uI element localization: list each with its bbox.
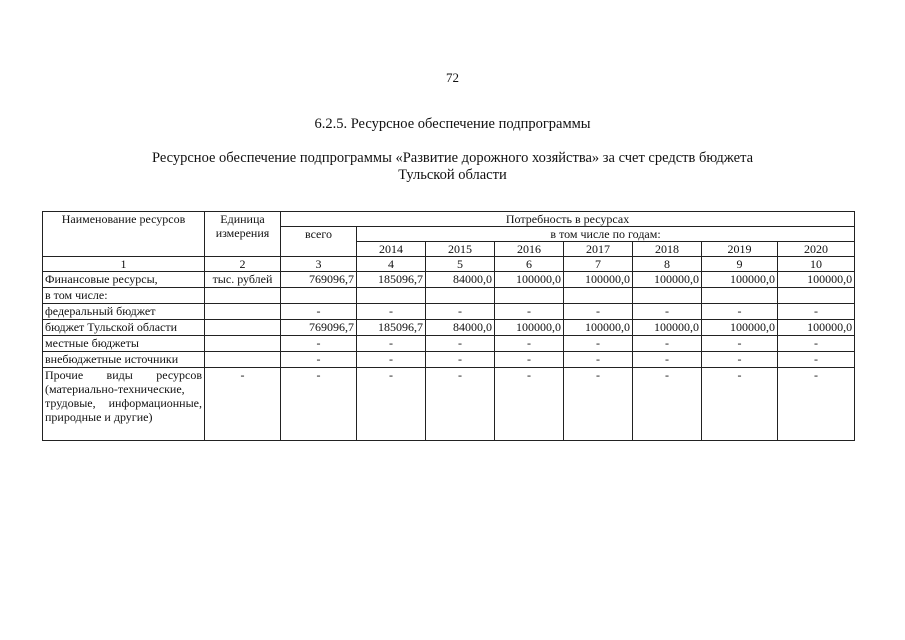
row-value-2015: - — [426, 368, 495, 441]
table-row — [43, 320, 855, 336]
row-name: в том числе: — [43, 288, 205, 304]
resource-table — [42, 211, 855, 441]
column-number-1: 1 — [43, 257, 205, 272]
row-value-2019: - — [702, 352, 778, 368]
row-value-2019: 100000,0 — [702, 320, 778, 336]
table-title-line-2: Тульской области — [398, 167, 507, 183]
table-row — [43, 352, 855, 368]
header-resource-need: Потребность в ресурсах — [281, 212, 855, 227]
row-value-2015: - — [426, 304, 495, 320]
row-value-2017: - — [564, 304, 633, 320]
row-value-2020: - — [778, 368, 855, 441]
row-total: 769096,7 — [281, 272, 357, 288]
column-number-4: 4 — [357, 257, 426, 272]
row-value-2017: - — [564, 336, 633, 352]
row-value-2017 — [564, 288, 633, 304]
row-value-2020: - — [778, 336, 855, 352]
row-value-2020: 100000,0 — [778, 320, 855, 336]
row-value-2016: - — [495, 368, 564, 441]
row-total: 769096,7 — [281, 320, 357, 336]
row-value-2016: - — [495, 336, 564, 352]
row-value-2015: 84000,0 — [426, 320, 495, 336]
column-number-10: 10 — [778, 257, 855, 272]
header-by-years: в том числе по годам: — [357, 227, 855, 242]
column-number-8: 8 — [633, 257, 702, 272]
row-total: - — [281, 368, 357, 441]
row-value-2019 — [702, 288, 778, 304]
row-value-2017: 100000,0 — [564, 320, 633, 336]
row-value-2017: 100000,0 — [564, 272, 633, 288]
column-number-7: 7 — [564, 257, 633, 272]
row-name: Финансовые ресурсы, — [43, 272, 205, 288]
page-number: 72 — [446, 70, 459, 85]
column-number-3: 3 — [281, 257, 357, 272]
row-name: бюджет Тульской области — [43, 320, 205, 336]
row-value-2018: - — [633, 336, 702, 352]
column-number-6: 6 — [495, 257, 564, 272]
table-row — [43, 368, 855, 441]
row-total: - — [281, 304, 357, 320]
table-row — [43, 336, 855, 352]
header-year-2019: 2019 — [702, 242, 778, 257]
row-value-2015: - — [426, 336, 495, 352]
row-name: Прочие виды ресурсов (материально-технические, трудовые, информационные, природные и другие) — [43, 368, 205, 441]
row-value-2015: - — [426, 352, 495, 368]
table-row — [43, 288, 855, 304]
table-row — [43, 304, 855, 320]
row-value-2019: - — [702, 304, 778, 320]
row-unit: - — [205, 368, 281, 441]
row-value-2014: - — [357, 352, 426, 368]
header-year-2020: 2020 — [778, 242, 855, 257]
row-total: - — [281, 352, 357, 368]
row-value-2020: 100000,0 — [778, 272, 855, 288]
row-value-2020: - — [778, 352, 855, 368]
row-total — [281, 288, 357, 304]
row-value-2014: - — [357, 368, 426, 441]
table-row — [43, 272, 855, 288]
row-unit — [205, 320, 281, 336]
header-resource-name: Наименование ресурсов — [43, 212, 205, 257]
row-value-2018: - — [633, 368, 702, 441]
header-unit: Единица измерения — [205, 212, 281, 257]
row-value-2020 — [778, 288, 855, 304]
row-value-2017: - — [564, 352, 633, 368]
row-name: внебюджетные источники — [43, 352, 205, 368]
row-value-2014: 185096,7 — [357, 320, 426, 336]
section-heading: 6.2.5. Ресурсное обеспечение подпрограммы — [314, 116, 591, 132]
row-value-2016 — [495, 288, 564, 304]
row-unit — [205, 336, 281, 352]
row-value-2019: - — [702, 368, 778, 441]
row-unit: тыс. рублей — [205, 272, 281, 288]
row-value-2018: - — [633, 352, 702, 368]
table-title — [0, 150, 905, 184]
header-year-2018: 2018 — [633, 242, 702, 257]
header-year-2015: 2015 — [426, 242, 495, 257]
row-value-2014 — [357, 288, 426, 304]
row-value-2018: 100000,0 — [633, 272, 702, 288]
table-title-line-1: Ресурсное обеспечение подпрограммы «Развитие дорожного хозяйства» за счет средств бюджета — [151, 150, 754, 166]
row-value-2019: 100000,0 — [702, 272, 778, 288]
header-year-2014: 2014 — [357, 242, 426, 257]
row-total: - — [281, 336, 357, 352]
row-value-2018: - — [633, 304, 702, 320]
row-unit — [205, 288, 281, 304]
row-value-2019: - — [702, 336, 778, 352]
header-total: всего — [281, 227, 357, 257]
row-value-2014: 185096,7 — [357, 272, 426, 288]
row-value-2020: - — [778, 304, 855, 320]
row-value-2018 — [633, 288, 702, 304]
row-value-2016: - — [495, 304, 564, 320]
row-value-2017: - — [564, 368, 633, 441]
header-year-2016: 2016 — [495, 242, 564, 257]
column-number-9: 9 — [702, 257, 778, 272]
row-value-2016: - — [495, 352, 564, 368]
row-value-2014: - — [357, 336, 426, 352]
column-number-5: 5 — [426, 257, 495, 272]
row-name: федеральный бюджет — [43, 304, 205, 320]
header-year-2017: 2017 — [564, 242, 633, 257]
row-value-2015 — [426, 288, 495, 304]
row-value-2016: 100000,0 — [495, 272, 564, 288]
row-name: местные бюджеты — [43, 336, 205, 352]
row-unit — [205, 352, 281, 368]
column-number-2: 2 — [205, 257, 281, 272]
row-value-2014: - — [357, 304, 426, 320]
row-value-2016: 100000,0 — [495, 320, 564, 336]
row-value-2018: 100000,0 — [633, 320, 702, 336]
row-value-2015: 84000,0 — [426, 272, 495, 288]
row-unit — [205, 304, 281, 320]
